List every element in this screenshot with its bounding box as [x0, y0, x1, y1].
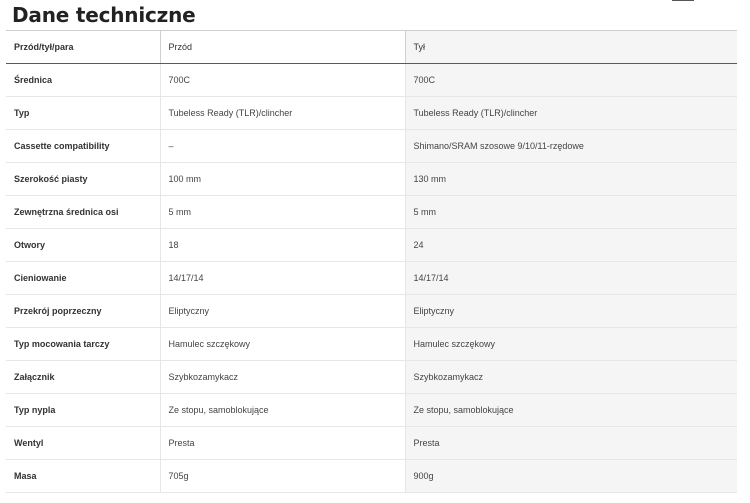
table-row	[6, 262, 737, 295]
front-value: 5 mm	[160, 196, 405, 229]
menu-icon[interactable]	[672, 0, 694, 2]
row-label: Cieniowanie	[6, 262, 160, 295]
front-value: 100 mm	[160, 163, 405, 196]
front-value: Eliptyczny	[160, 295, 405, 328]
front-value: 705g	[160, 460, 405, 493]
rear-value: 24	[405, 229, 737, 262]
table-row	[6, 295, 737, 328]
table-row	[6, 394, 737, 427]
rear-value: 900g	[405, 460, 737, 493]
row-label: Masa	[6, 460, 160, 493]
table-row	[6, 196, 737, 229]
front-value: Hamulec szczękowy	[160, 328, 405, 361]
table-row	[6, 64, 737, 97]
front-value: –	[160, 130, 405, 163]
spec-table	[6, 30, 737, 493]
row-label: Otwory	[6, 229, 160, 262]
rear-value: Presta	[405, 427, 737, 460]
row-label: Zewnętrzna średnica osi	[6, 196, 160, 229]
header-front: Przód	[160, 31, 405, 64]
front-value: Ze stopu, samoblokujące	[160, 394, 405, 427]
page-title: Dane techniczne	[12, 3, 196, 27]
table-row	[6, 328, 737, 361]
rear-value: Hamulec szczękowy	[405, 328, 737, 361]
table-row	[6, 130, 737, 163]
front-value: Tubeless Ready (TLR)/clincher	[160, 97, 405, 130]
rear-value: 130 mm	[405, 163, 737, 196]
row-label: Typ nypla	[6, 394, 160, 427]
table-row	[6, 427, 737, 460]
table-row	[6, 229, 737, 262]
rear-value: 5 mm	[405, 196, 737, 229]
row-label: Typ	[6, 97, 160, 130]
table-row	[6, 97, 737, 130]
front-value: Szybkozamykacz	[160, 361, 405, 394]
front-value: 14/17/14	[160, 262, 405, 295]
table-header-row	[6, 31, 737, 64]
row-label: Załącznik	[6, 361, 160, 394]
row-label: Cassette compatibility	[6, 130, 160, 163]
front-value: 18	[160, 229, 405, 262]
rear-value: Tubeless Ready (TLR)/clincher	[405, 97, 737, 130]
row-label: Wentyl	[6, 427, 160, 460]
rear-value: Eliptyczny	[405, 295, 737, 328]
table-row	[6, 163, 737, 196]
header-rear: Tył	[405, 31, 737, 64]
row-label: Średnica	[6, 64, 160, 97]
table-row	[6, 460, 737, 493]
header-position: Przód/tył/para	[6, 31, 160, 64]
front-value: Presta	[160, 427, 405, 460]
row-label: Typ mocowania tarczy	[6, 328, 160, 361]
rear-value: Ze stopu, samoblokujące	[405, 394, 737, 427]
table-row	[6, 361, 737, 394]
rear-value: 14/17/14	[405, 262, 737, 295]
row-label: Szerokość piasty	[6, 163, 160, 196]
rear-value: 700C	[405, 64, 737, 97]
rear-value: Shimano/SRAM szosowe 9/10/11-rzędowe	[405, 130, 737, 163]
front-value: 700C	[160, 64, 405, 97]
rear-value: Szybkozamykacz	[405, 361, 737, 394]
row-label: Przekrój poprzeczny	[6, 295, 160, 328]
